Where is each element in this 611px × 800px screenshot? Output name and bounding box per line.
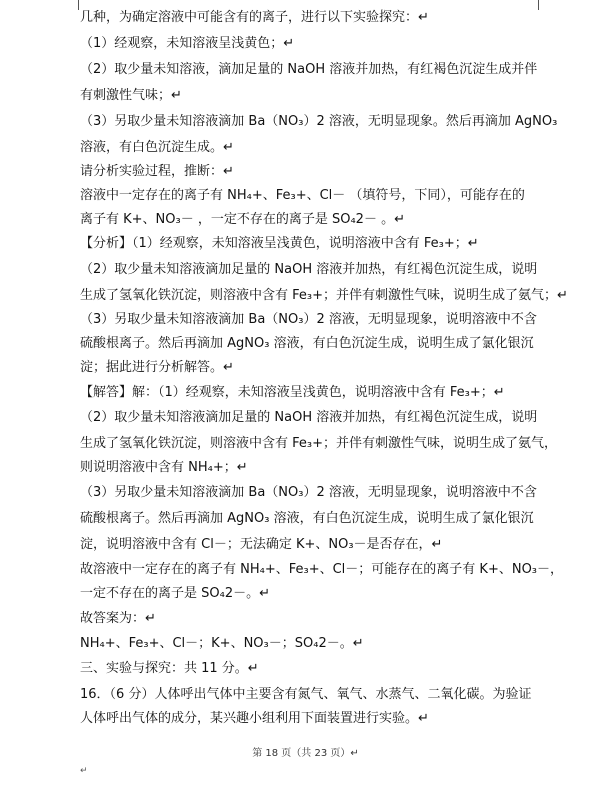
text-line: 生成了氢氧化铁沉淀，则溶液中含有 Fe₃+；并伴有刺激性气味，说明生成了氨气；↵ <box>80 288 568 303</box>
text-line: （3）另取少量未知溶液滴加 Ba（NO₃）2 溶液，无明显现象，说明溶液中不含 <box>80 312 537 327</box>
text-line: 溶液中一定存在的离子有 NH₄+、Fe₃+、Cl－ （填符号，下同），可能存在的 <box>80 188 525 203</box>
text-line: 硫酸根离子。然后再滴加 AgNO₃ 溶液，有白色沉淀生成，说明生成了氯化银沉 <box>80 336 534 351</box>
text-line: （3）另取少量未知溶液滴加 Ba（NO₃）2 溶液，无明显现象。然后再滴加 AgNO₃ <box>80 114 558 129</box>
crop-mark-top-left <box>78 0 79 10</box>
text-line: 【解答】解：（1）经观察，未知溶液呈浅黄色，说明溶液中含有 Fe₃+；↵ <box>80 385 505 400</box>
text-line: （1）经观察，未知溶液呈浅黄色；↵ <box>80 36 295 51</box>
text-line: （2）取少量未知溶液，滴加足量的 NaOH 溶液并加热，有红褐色沉淀生成并伴 <box>80 62 538 77</box>
text-line: 故溶液中一定存在的离子有 NH₄+、Fe₃+、Cl－；可能存在的离子有 K+、NO₃－， <box>80 562 564 577</box>
text-line: 离子有 K+、NO₃－ ，一定不存在的离子是 SO₄2－ 。↵ <box>80 212 405 227</box>
text-line: （3）另取少量未知溶液滴加 Ba（NO₃）2 溶液，无明显现象，说明溶液中不含 <box>80 485 537 500</box>
text-line: 16．（6 分）人体呼出气体中主要含有氮气、氧气、水蒸气、二氧化碳。为验证 <box>80 687 532 702</box>
text-line: 人体呼出气体的成分，某兴趣小组利用下面装置进行实验。↵ <box>80 711 429 726</box>
text-line: 几种，为确定溶液中可能含有的离子，进行以下实验探究：↵ <box>80 10 429 25</box>
text-line: 淀；据此进行分析解答。↵ <box>80 360 234 375</box>
paragraph-mark: ↵ <box>80 766 88 776</box>
text-line: （2）取少量未知溶液滴加足量的 NaOH 溶液并加热，有红褐色沉淀生成，说明 <box>80 410 538 425</box>
page-footer: 第 18 页（共 23 页）↵ <box>252 748 359 759</box>
text-line: 请分析实验过程，推断：↵ <box>80 164 234 179</box>
text-line: 有刺激性气味；↵ <box>80 88 182 103</box>
text-line: （2）取少量未知溶液滴加足量的 NaOH 溶液并加热，有红褐色沉淀生成，说明 <box>80 262 538 277</box>
text-line: 则说明溶液中含有 NH₄+；↵ <box>80 460 248 475</box>
crop-mark-top-right <box>538 0 539 10</box>
text-line: 【分析】（1）经观察，未知溶液呈浅黄色，说明溶液中含有 Fe₃+；↵ <box>80 236 479 251</box>
text-line: 三、实验与探究：共 11 分。↵ <box>80 661 259 676</box>
text-line: NH₄+、Fe₃+、Cl－；K+、NO₃－；SO₄2－。↵ <box>80 636 364 651</box>
text-line: 一定不存在的离子是 SO₄2－。↵ <box>80 586 270 601</box>
text-line: 生成了氢氧化铁沉淀，则溶液中含有 Fe₃+；并伴有刺激性气味，说明生成了氨气， <box>80 436 558 451</box>
text-line: 溶液，有白色沉淀生成。↵ <box>80 140 234 155</box>
text-line: 淀，说明溶液中含有 Cl－；无法确定 K+、NO₃－是否存在，↵ <box>80 537 443 552</box>
text-line: 故答案为：↵ <box>80 611 156 626</box>
text-line: 硫酸根离子。然后再滴加 AgNO₃ 溶液，有白色沉淀生成，说明生成了氯化银沉 <box>80 511 534 526</box>
